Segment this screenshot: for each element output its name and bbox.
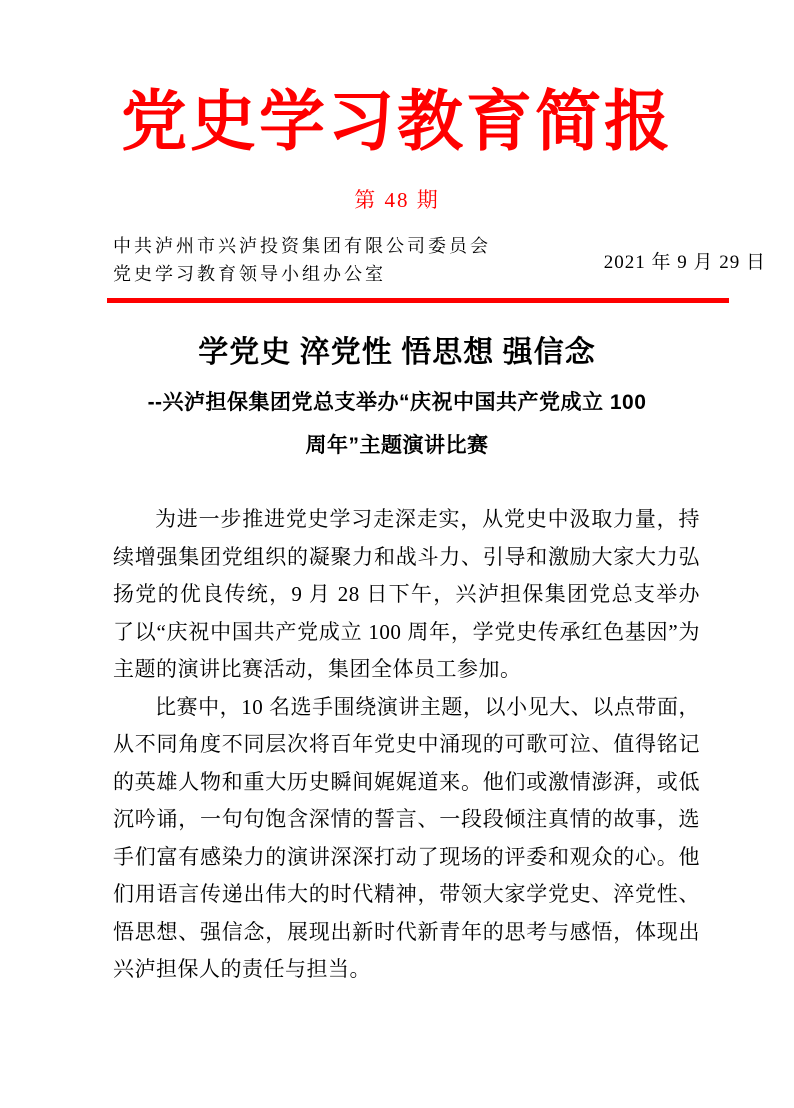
subtitle-line-1: --兴泸担保集团党总支举办“庆祝中国共产党成立 100: [147, 391, 647, 414]
article-headline: 学党史 淬党性 悟思想 强信念: [198, 336, 596, 369]
masthead-info-row: [113, 232, 766, 288]
article-body: [113, 501, 700, 989]
subtitle-line-2: 周年”主题演讲比赛: [305, 434, 489, 457]
bulletin-title: 党史学习教育简报: [121, 86, 673, 159]
org-line-1: 中共泸州市兴泸投资集团有限公司委员会: [113, 236, 491, 256]
org-line-2: 党史学习教育领导小组办公室: [113, 264, 386, 284]
red-divider-rule: [107, 298, 729, 303]
issue-number: 第 48 期: [354, 188, 440, 212]
body-paragraph-2: 比赛中，10 名选手围绕演讲主题，以小见大、以点带面，从不同角度不同层次将百年党史中涌现的可歌可泣、值得铭记的英雄人物和重大历史瞬间娓娓道来。他们或激情澎湃，或低沉吟诵，一句句饱含深情的誓言、一段段倾注真情的故事，选手们富有感染力的演讲深深打动了现场的评委和观众的心。他们用语言传递出伟大的时代精神，带领大家学党史、淬党性、悟思想、强信念，展现出新时代新青年的思考与感悟，体现出兴泸担保人的责任与担当。: [113, 694, 700, 981]
org-block: [113, 232, 491, 288]
article: [0, 333, 794, 989]
body-paragraph-1: 为进一步推进党史学习走深走实，从党史中汲取力量，持续增强集团党组织的凝聚力和战斗力、引导和激励大家大力弘扬党的优良传统，9 月 28 日下午，兴泸担保集团党总支举办了以“庆祝中国共产党成立 100 周年，学党史传承红色基因”为主题的演讲比赛活动，集团全体员工参加。: [113, 507, 700, 681]
article-subtitle: [0, 381, 794, 467]
masthead: [0, 84, 794, 303]
issue-date: 2021 年 9 月 29 日: [603, 251, 766, 273]
